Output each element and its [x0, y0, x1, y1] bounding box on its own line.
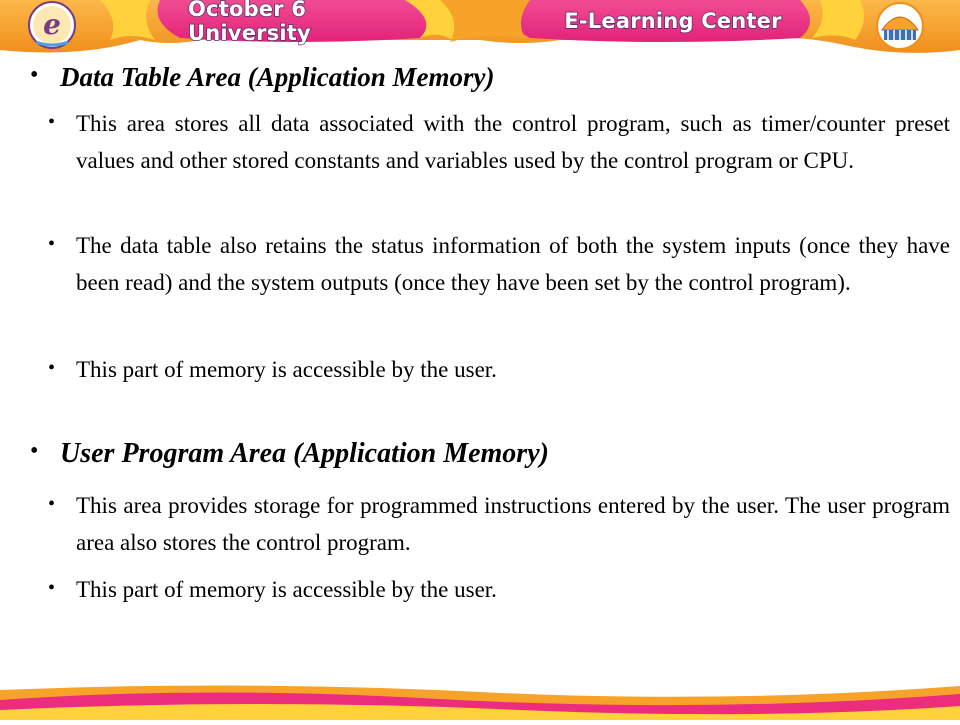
university-logo-icon	[870, 0, 930, 52]
university-title-text: October 6 University	[188, 0, 311, 45]
bullet-icon: •	[48, 577, 56, 599]
list-item-text: This part of memory is accessible by the user.	[76, 357, 497, 382]
list-item-text: This area stores all data associated with the control program, such as timer/counter preset values and other stored constants and variables used by the control program or CPU.	[76, 111, 950, 173]
university-title	[188, 0, 418, 45]
elearning-center-title-text: E-Learning Center	[564, 9, 782, 33]
footer-wave	[0, 680, 960, 720]
section-heading-text: User Program Area (Application Memory)	[60, 438, 549, 469]
list-item-text: This area provides storage for programmed instructions entered by the user. The user program area also stores the control program.	[76, 493, 950, 555]
bullet-icon: •	[30, 438, 39, 464]
list-item	[48, 487, 950, 561]
list-item	[48, 571, 950, 608]
header-wave-background	[0, 0, 960, 55]
svg-text:e: e	[43, 8, 61, 41]
e-learning-logo-icon	[22, 0, 82, 52]
list-item-text: The data table also retains the status information of both the system inputs (once they have been read) and the system outputs (once they have been set by the control program).	[76, 233, 950, 295]
bullet-icon: •	[30, 62, 39, 88]
list-item	[48, 105, 950, 179]
elearning-center-title	[556, 3, 790, 39]
bullet-icon: •	[48, 233, 56, 255]
list-item-text: This part of memory is accessible by the user.	[76, 577, 497, 602]
section-heading-text: Data Table Area (Application Memory)	[60, 62, 495, 92]
bullet-icon: •	[48, 111, 56, 133]
list-item	[48, 227, 950, 301]
bullet-icon: •	[48, 493, 56, 515]
list-item	[48, 351, 950, 388]
bullet-icon: •	[48, 357, 56, 379]
header-banner	[0, 0, 960, 55]
footer-wave-background	[0, 680, 960, 720]
